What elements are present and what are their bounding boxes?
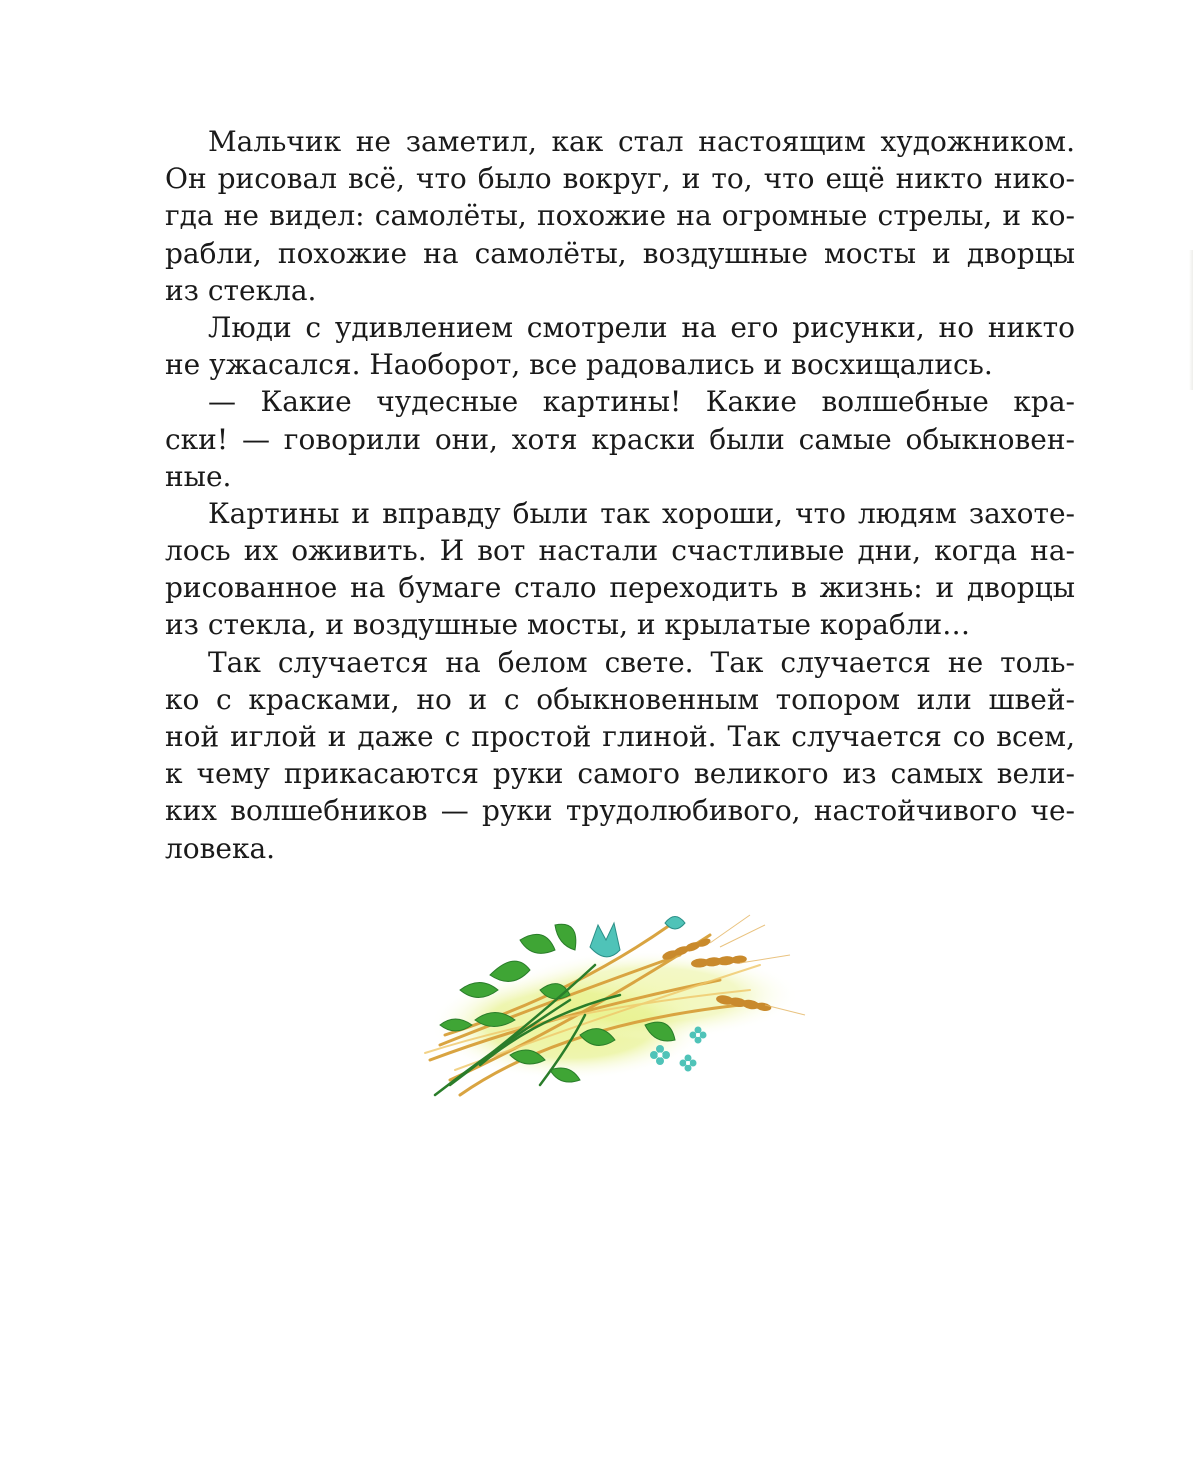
text-line: гда не видел: самолёты, похожие на огромные стрелы, и ко- <box>165 199 1075 233</box>
text-line: лось их оживить. И вот настали счастливые дни, когда на- <box>165 534 1075 568</box>
text-line: — Какие чудесные картины! Какие волшебные кра- <box>208 385 1075 419</box>
text-line: из стекла. <box>165 273 317 307</box>
text-line: Мальчик не заметил, как стал настоящим художником. <box>208 125 1075 158</box>
page-edge-shadow <box>1189 250 1193 390</box>
text-line: к чему прикасаются руки самого великого из самых вели- <box>165 757 1075 791</box>
text-line: ких волшебников — руки трудолюбивого, настойчивого че- <box>165 794 1075 828</box>
text-line: ловека. <box>165 831 276 865</box>
text-line: рабли, похожие на самолёты, воздушные мосты и дворцы <box>165 236 1075 270</box>
paragraph <box>165 309 1075 383</box>
paragraph <box>165 383 1075 495</box>
text-line: ные. <box>165 459 232 493</box>
paragraph <box>165 495 1075 644</box>
text-line: ко с красками, но и с обыкновенным топором или швей- <box>165 682 1075 716</box>
page-body-text <box>165 123 1075 867</box>
paragraph <box>165 644 1075 867</box>
text-line: Люди с удивлением смотрели на его рисунки, но никто <box>208 310 1075 344</box>
paragraph <box>165 123 1075 309</box>
text-line: Он рисовал всё, что было вокруг, и то, что ещё никто нико- <box>165 162 1075 196</box>
text-line: не ужасался. Наоборот, все радовались и восхищались. <box>165 348 993 382</box>
text-line: Картины и вправду были так хороши, что людям захоте- <box>208 496 1075 530</box>
wheat-and-flowers-bouquet-icon <box>420 895 810 1110</box>
text-line: из стекла, и воздушные мосты, и крылатые корабли… <box>165 608 971 642</box>
text-line: ной иглой и даже с простой глиной. Так случается со всем, <box>165 720 1075 753</box>
text-line: рисованное на бумаге стало переходить в жизнь: и дворцы <box>165 571 1075 605</box>
text-line: ски! — говорили они, хотя краски были самые обыкновен- <box>165 422 1075 456</box>
text-line: Так случается на белом свете. Так случается не толь- <box>208 645 1075 679</box>
